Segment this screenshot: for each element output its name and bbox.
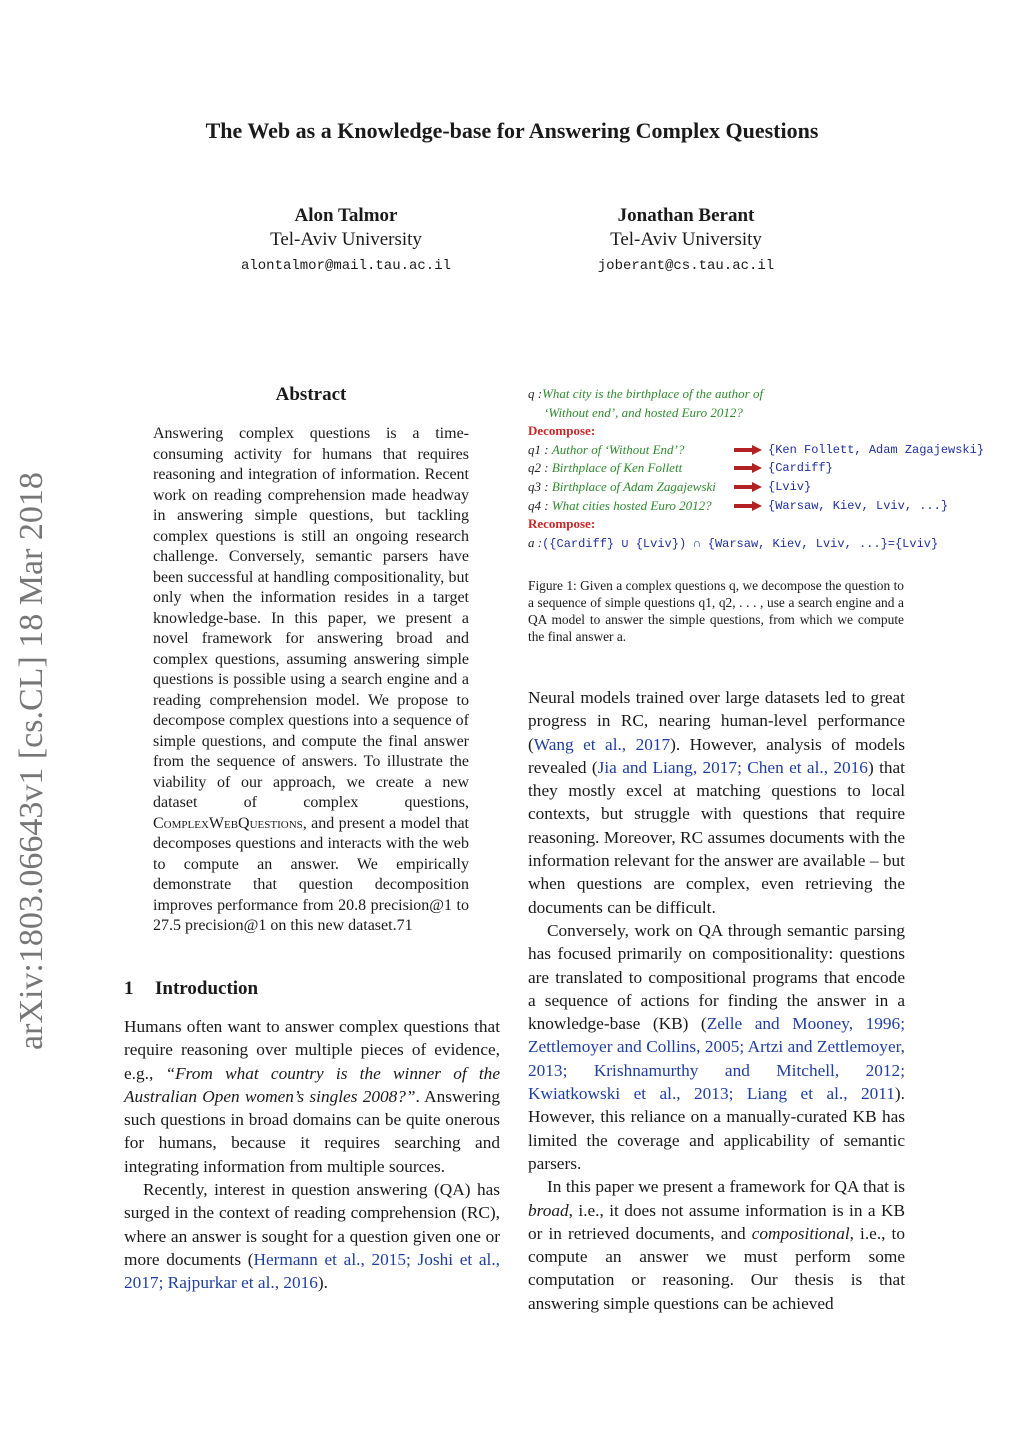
intro-column-right [528, 686, 905, 1315]
author-name: Jonathan Berant [617, 205, 755, 226]
paragraph-text: Humans often want to answer complex questions that require reasoning over multiple pieces of evidence, e.g., [124, 1017, 500, 1083]
paragraph-text: . Answering such questions in broad domains can be quite onerous for humans, because it requires searching and integrating information from multiple sources. [124, 1086, 500, 1176]
paragraph-text: Conversely, work on QA through semantic parsing has focused primarily on compositionality: questions are translated to compositional programs that encode a sequence of actions for finding the answer in a knowledge-base (KB) ( [528, 920, 905, 1034]
arxiv-stamp: arXiv:1803.06643v1 [cs.CL] 18 Mar 2018 [13, 472, 50, 1050]
figure-caption: Figure 1: Given a complex questions q, we decompose the question to a sequence of simple questions q1, q2, . . . , use a search engine and a QA model to answer the simple questions, from which we compute the final answer a. [528, 578, 904, 644]
complex-question [528, 385, 998, 404]
paragraph [124, 1015, 500, 1178]
subquestion-row [528, 497, 998, 516]
emphasis-compositional: compositional [751, 1223, 850, 1243]
arrow-right-icon [734, 482, 762, 492]
subanswer: {Ken Follett, Adam Zagajewski} [768, 442, 985, 457]
subquestion-text: What cities hosted Euro 2012? [551, 497, 712, 513]
paragraph-text: ). [317, 1273, 328, 1293]
subquestion-text: Birthplace of Ken Follett [551, 460, 683, 476]
citation-link[interactable]: Wang et al., 2017 [533, 734, 671, 754]
subanswer: {Lviv} [768, 479, 812, 494]
author-block-2 [506, 204, 866, 280]
author-block-1 [166, 204, 526, 280]
emphasis-broad: broad [528, 1200, 569, 1220]
author-name: Alon Talmor [294, 205, 398, 226]
paragraph-text: ). However, this reliance on a manually-curated KB has limited the coverage and applicability of semantic parsers. [528, 1084, 905, 1173]
paragraph-text: , i.e., to compute an answer we must perform some computation or reasoning. Our thesis is that answering simple questions can be achieved [528, 1223, 905, 1313]
abstract-heading: Abstract [275, 384, 347, 405]
section-number: 1 [124, 978, 134, 999]
citation-link[interactable]: Zelle and Mooney, 1996; Zettlemoyer and Collins, 2005; Artzi and Zettlemoyer, 2013; Krishnamurthy and Mitchell, 2012; Kwiatkowski et al., 2013; Liang et al., 2011 [528, 1014, 905, 1104]
paragraph [528, 919, 905, 1175]
arrow-right-icon [734, 463, 762, 473]
intro-column-left [124, 1015, 500, 1295]
subquestion-label: q2 : [528, 460, 549, 476]
paragraph-text: In this paper we present a framework for QA that is [547, 1177, 905, 1197]
subquestion-label: q1 : [528, 441, 549, 457]
paper-title: The Web as a Knowledge-base for Answering Complex Questions [205, 118, 819, 143]
paragraph-text: Recently, interest in question answering (QA) has surged in the context of reading comprehension (RC), where an answer is sought for a question given one or more documents ( [124, 1180, 500, 1269]
paragraph-text: ) that they mostly excel at matching questions to local contexts, but struggle with questions that require reasoning. Moreover, RC assumes documents with the information relevant for the answer are available – but when questions are complex, even retrieving the documents can be difficult. [528, 757, 905, 917]
arrow-right-icon [734, 501, 762, 511]
subquestion-row [528, 441, 998, 460]
subquestion-label: q3 : [528, 478, 549, 494]
subquestion-label: q4 : [528, 497, 549, 513]
subquestion-text: Birthplace of Adam Zagajewski [551, 478, 716, 494]
subanswer: {Warsaw, Kiev, Lviv, ...} [768, 498, 949, 513]
decompose-label: Decompose: [528, 423, 596, 439]
paragraph [124, 1178, 500, 1294]
abstract-body [153, 424, 469, 937]
paragraph-text: , i.e., it does not assume information is in a KB or in retrieved documents, and [528, 1200, 905, 1243]
paragraph [528, 686, 905, 919]
paragraph [528, 1175, 905, 1315]
final-answer-expression: ({Cardiff} ∪ {Lviv}) ∩ {Warsaw, Kiev, Lviv, ...}={Lviv} [542, 536, 939, 551]
arrow-right-icon [734, 445, 762, 455]
q-text: ‘Without end’, and hosted Euro 2012? [544, 404, 743, 420]
figure-1 [528, 385, 998, 553]
example-question: “From what country is the winner of the Australian Open women’s singles 2008?” [124, 1063, 500, 1106]
subanswer: {Cardiff} [768, 461, 833, 476]
recompose-label: Recompose: [528, 516, 596, 532]
author-affiliation: Tel-Aviv University [610, 229, 762, 250]
dataset-name: ComplexWebQuestions [153, 814, 303, 832]
author-email[interactable]: alontalmor@mail.tau.ac.il [240, 258, 452, 274]
citation-link[interactable]: Jia and Liang, 2017; Chen et al., 2016 [597, 757, 868, 777]
q-text: What city is the birthplace of the author of [542, 386, 764, 401]
citation-link[interactable]: Hermann et al., 2015; Joshi et al., 2017; Rajpurkar et al., 2016 [124, 1249, 500, 1293]
paragraph-text: Neural models trained over large datasets led to great progress in RC, nearing human-level performance ( [528, 688, 905, 754]
section-title: Introduction [155, 978, 259, 999]
author-email[interactable]: joberant@cs.tau.ac.il [597, 258, 775, 274]
abstract-text: , and present a model that decomposes questions and interacts with the web to compute an answer. We empirically demonstrate that question decomposition improves performance from 20.8 precision@1 to 27.5 precision@1 on this new dataset.71 [153, 814, 469, 934]
paragraph-text: ). However, analysis of models revealed ( [528, 734, 905, 777]
final-answer-row [528, 534, 998, 554]
subquestion-row [528, 459, 998, 478]
subquestion-row [528, 478, 998, 497]
a-label: a : [528, 534, 543, 550]
section-heading [124, 978, 258, 1000]
abstract-text: Answering complex questions is a time-consuming activity for humans that requires reasoning and integration of information. Recent work on reading comprehension made headway in answering simple questions, but tackling complex questions is still an ongoing research challenge. Conversely, semantic parsers have been successful at handling compositionality, but only when the information resides in a target knowledge-base. In this paper, we present a novel framework for answering broad and complex questions, assuming answering simple questions is possible using a search engine and a reading comprehension model. We propose to decompose complex questions into a sequence of simple questions, and compute the final answer from the sequence of answers. To illustrate the viability of our approach, we create a new dataset of complex questions, [153, 425, 469, 811]
q-label: q : [528, 386, 543, 401]
subquestion-text: Author of ‘Without End’? [551, 441, 685, 457]
complex-question-cont [528, 404, 998, 423]
author-affiliation: Tel-Aviv University [270, 229, 422, 250]
